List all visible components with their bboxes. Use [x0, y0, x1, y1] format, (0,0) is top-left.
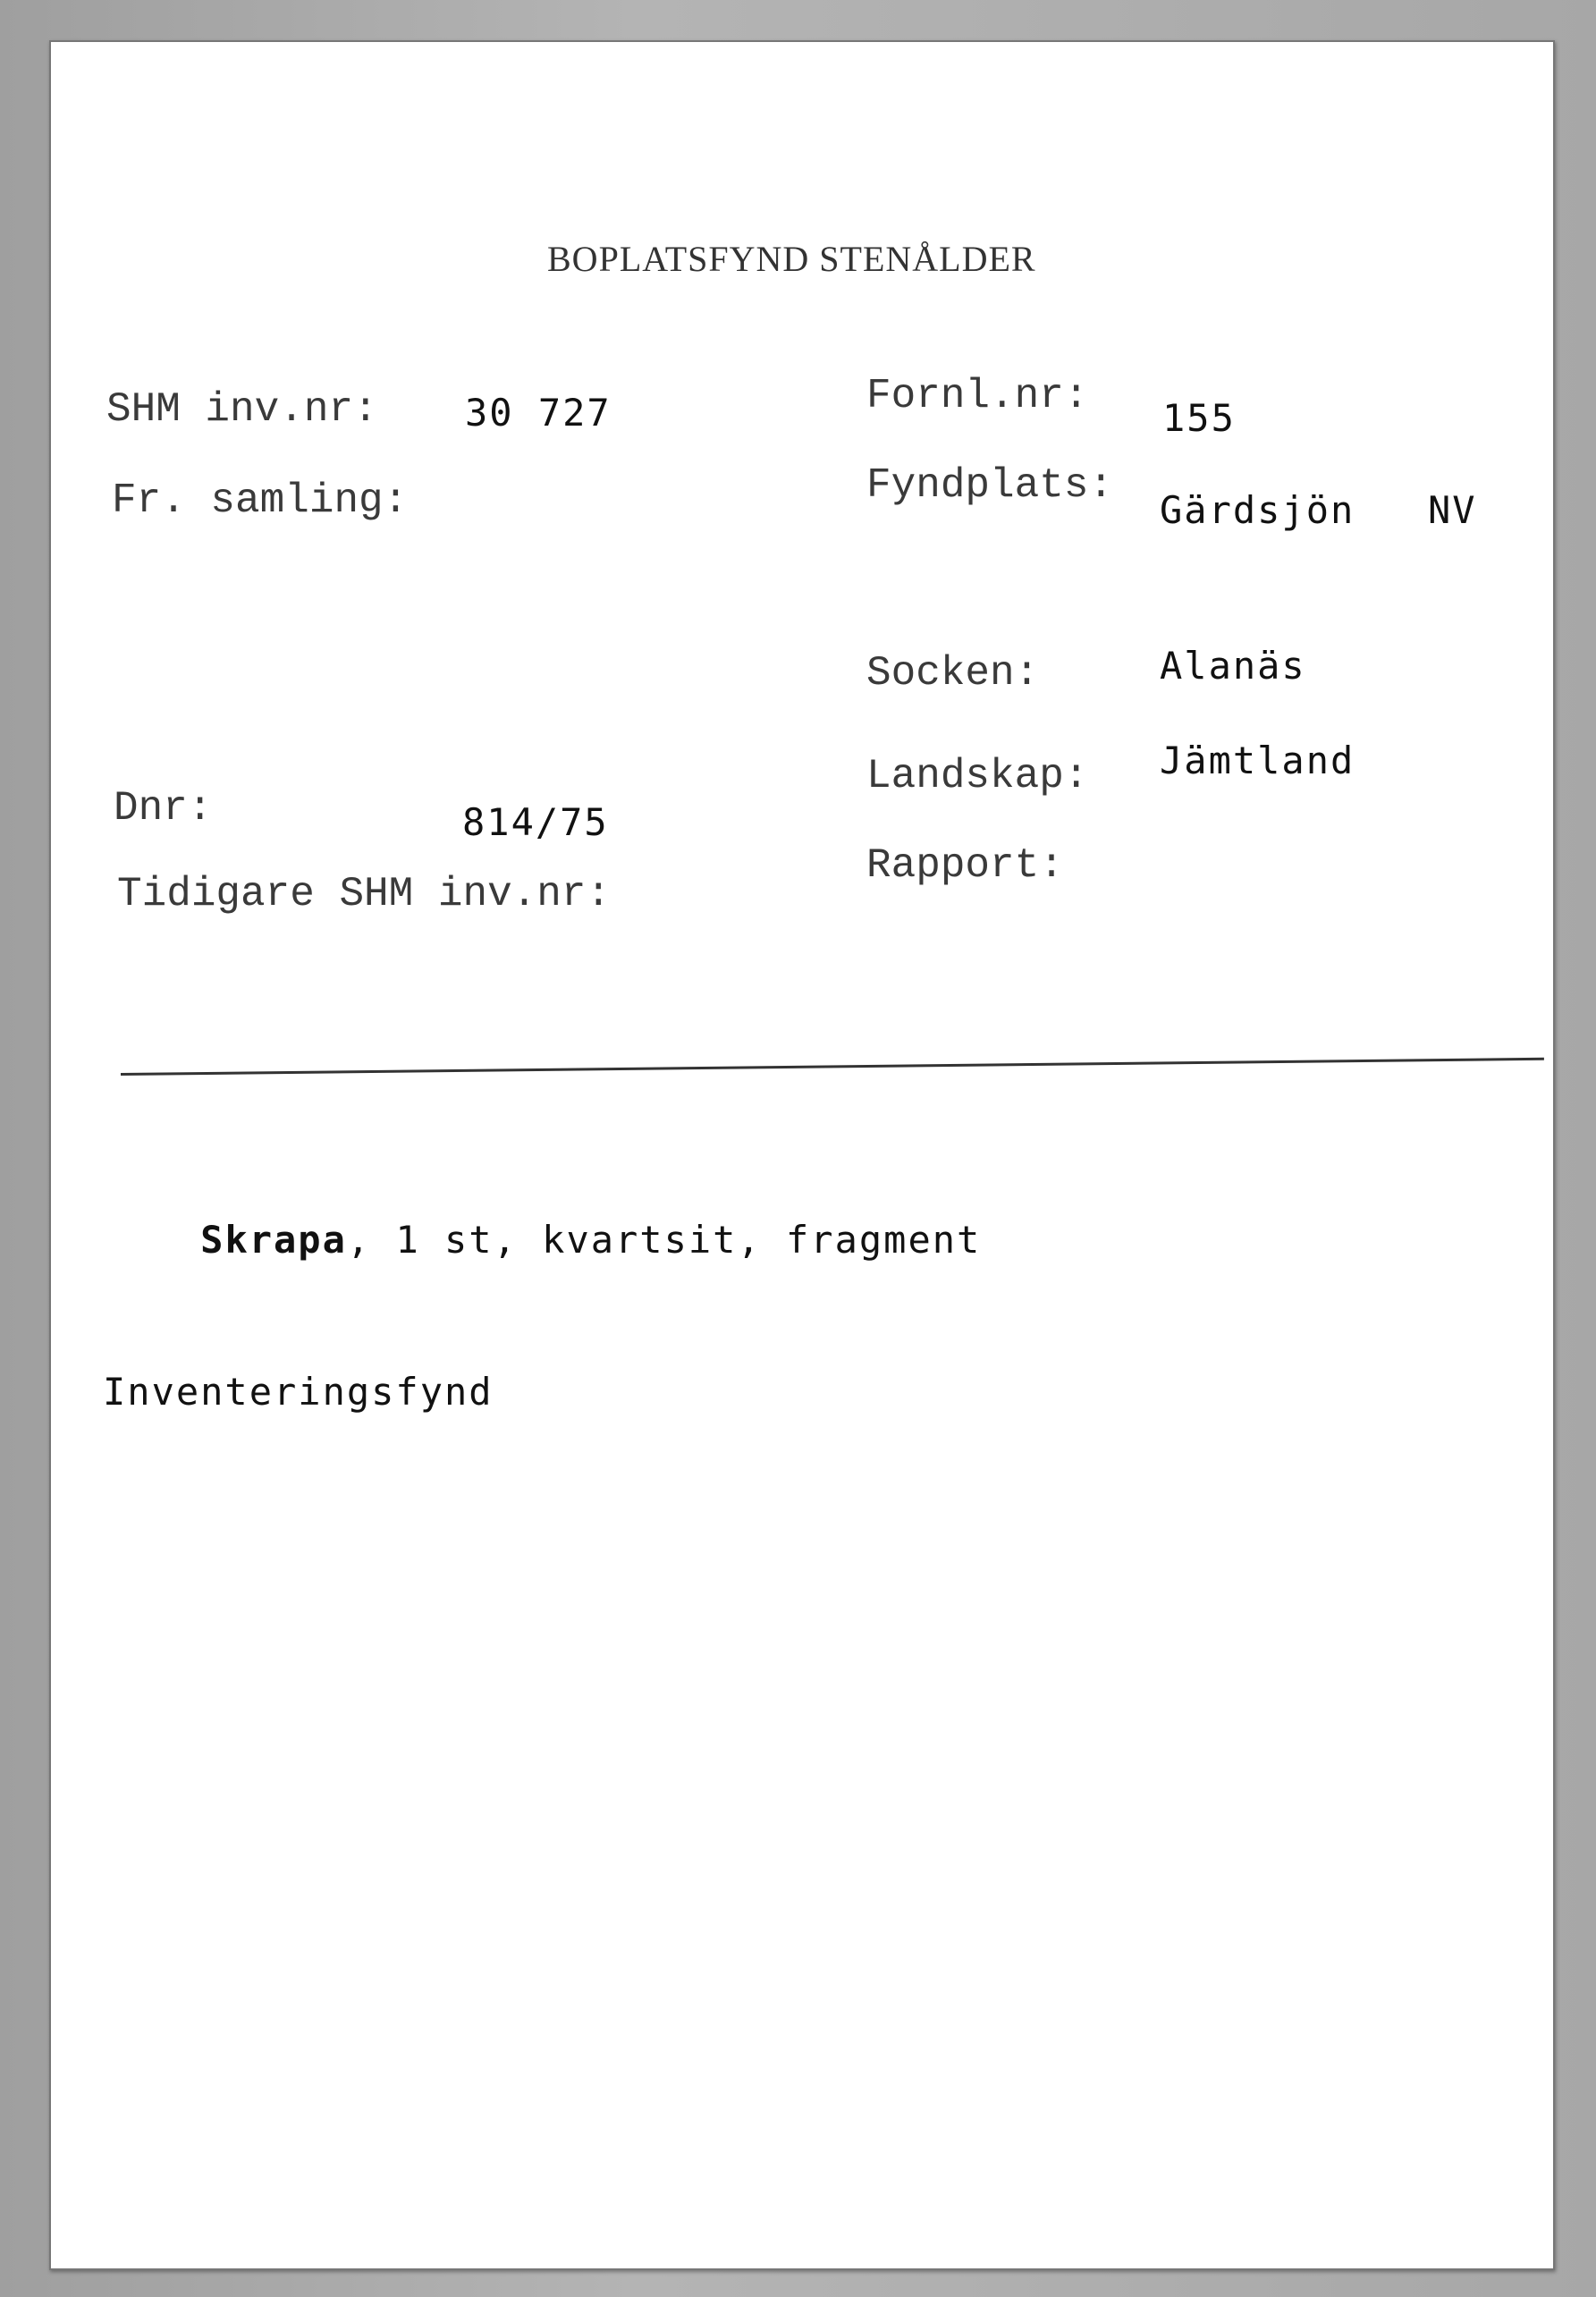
value-socken: Alanäs — [1160, 644, 1306, 688]
label-dnr: Dnr: — [114, 785, 213, 832]
card-title: BOPLATSFYND STENÅLDER — [547, 239, 1036, 279]
separator-line — [121, 1058, 1544, 1076]
label-tidigare-shm-inv-nr: Tidigare SHM inv.nr: — [117, 871, 612, 917]
label-fr-samling: Fr. samling: — [112, 477, 409, 524]
value-fyndplats: Gärdsjön — [1160, 488, 1355, 532]
value-fornl-nr: 155 — [1162, 396, 1236, 440]
label-rapport: Rapport: — [866, 842, 1064, 889]
label-fyndplats: Fyndplats: — [866, 462, 1114, 509]
value-fyndplats-suffix: NV — [1428, 488, 1477, 532]
label-landskap: Landskap: — [866, 753, 1089, 799]
value-dnr: 814/75 — [462, 800, 609, 844]
value-landskap: Jämtland — [1160, 739, 1355, 782]
object-details: , 1 st, kvartsit, fragment — [346, 1218, 982, 1262]
label-fornl-nr: Fornl.nr: — [866, 373, 1089, 419]
catalog-card — [49, 40, 1555, 2270]
value-shm-inv-nr: 30 727 — [465, 391, 612, 435]
label-socken: Socken: — [866, 650, 1040, 697]
label-shm-inv-nr: SHM inv.nr: — [106, 386, 378, 433]
find-description — [103, 1184, 981, 1296]
object-name: Skrapa — [200, 1218, 347, 1262]
find-note: Inventeringsfynd — [103, 1370, 494, 1414]
